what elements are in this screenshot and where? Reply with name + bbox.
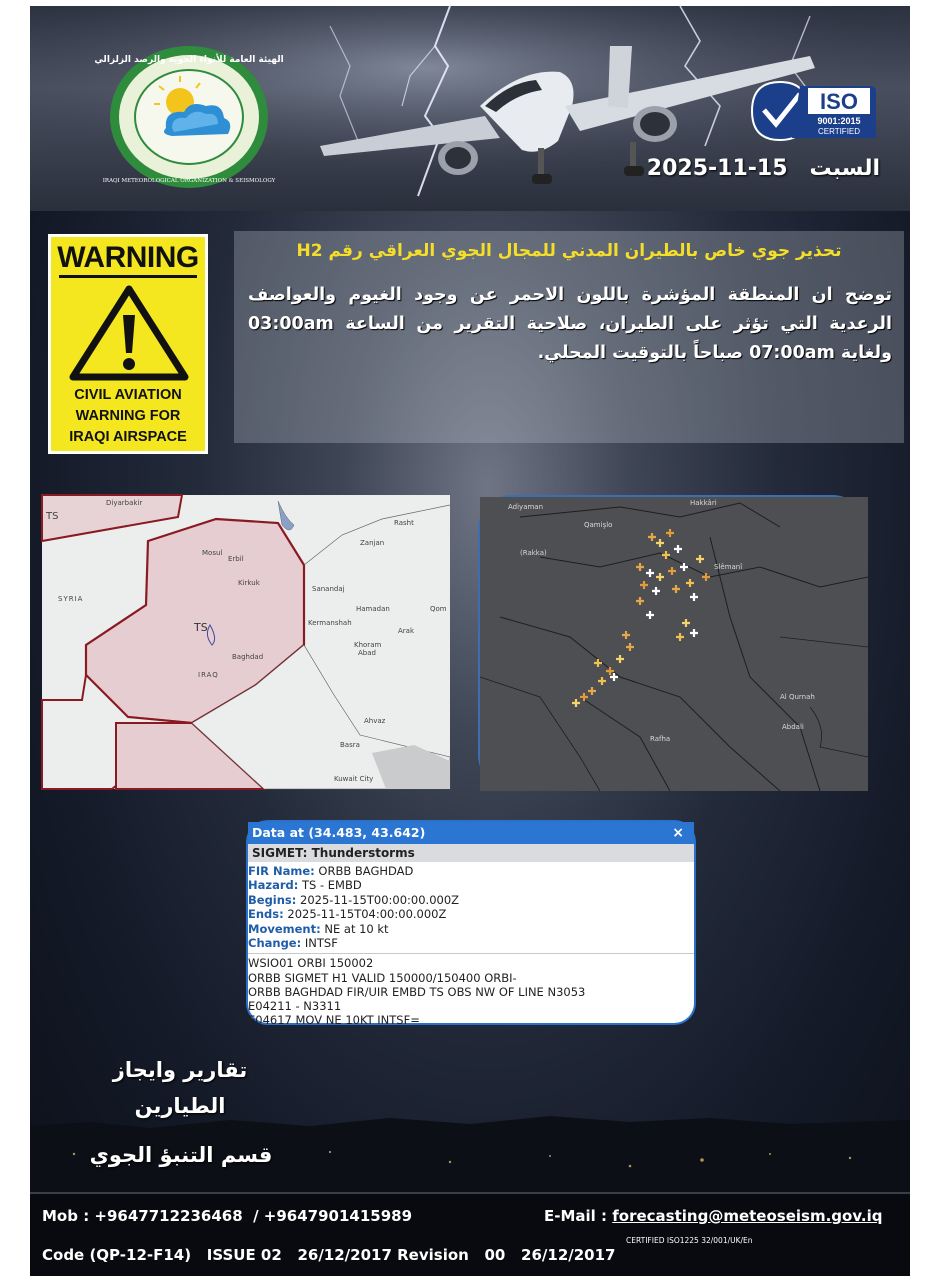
warning-line-2: WARNING FOR <box>75 408 181 424</box>
popup-subtitle: SIGMET: Thunderstorms <box>248 844 694 862</box>
field-label: Begins: <box>248 892 297 907</box>
raw-line: E04211 - N3311 <box>248 999 342 1014</box>
email-label: E-Mail : <box>544 1207 613 1225</box>
map-label-basra: Basra <box>340 741 360 749</box>
field-value: NE at 10 kt <box>324 921 389 936</box>
warning-title: WARNING <box>57 241 199 274</box>
warning-sign <box>48 234 208 454</box>
reports-line-1: تقارير وايجاز <box>112 1058 248 1082</box>
field-begins <box>248 893 694 907</box>
map-label-kermanshah: Kermanshah <box>308 619 352 627</box>
map-label-hamadan: Hamadan <box>356 605 390 613</box>
issue-date-value: 2025-11-15 <box>646 156 788 181</box>
email-line <box>544 1207 882 1225</box>
field-value: 2025-11-15T04:00:00.000Z <box>287 907 447 922</box>
map-label-diyarbakir: Diyarbakir <box>106 499 143 507</box>
map-label-khoram: Khoram <box>354 641 382 649</box>
sigmet-raw-text <box>248 956 694 1027</box>
field-value: ORBB BAGHDAD <box>318 864 414 878</box>
map-label-alqurnah: Al Qurnah <box>780 693 815 701</box>
field-label: Change: <box>248 936 302 951</box>
iso-mark: ISO <box>820 89 858 114</box>
field-label: Hazard: <box>248 878 299 893</box>
alert-title: تحذير جوي خاص بالطيران المدني للمجال الجوي العراقي رقم H2 <box>296 241 842 261</box>
lightning-map-drawing <box>480 497 868 791</box>
document-code: Code (QP-12-F14) ISSUE 02 26/12/2017 Revision 00 26/12/2017 <box>42 1246 616 1264</box>
map-label-raqqa: (Rakka) <box>520 549 547 557</box>
raw-line: WSIO01 ORBI 150002 <box>248 956 374 971</box>
map-label-baghdad: Baghdad <box>232 653 264 661</box>
map-label-rasht: Rasht <box>394 519 414 527</box>
header-banner <box>30 6 910 211</box>
warning-text <box>51 385 205 448</box>
raw-line: E04617 MOV NE 10KT INTSF= <box>248 1013 420 1028</box>
map-label-ts-center: TS <box>194 621 208 634</box>
iso-standard: 9001:2015 <box>817 116 861 126</box>
iso-certified: CERTIFIED <box>817 127 861 136</box>
map-label-ahvaz: Ahvaz <box>364 717 386 725</box>
field-hazard <box>248 878 694 892</box>
pilot-reports-text <box>90 1052 270 1124</box>
bulletin-page <box>30 6 910 1274</box>
map-label-abdali: Abdali <box>782 723 804 731</box>
map-label-iraq: IRAQ <box>198 671 219 679</box>
issue-date <box>647 156 880 181</box>
map-label-ts-top: TS <box>46 511 59 522</box>
alert-body: توضح ان المنطقة المؤشرة باللون الاحمر عن وجود الغيوم والعواصف الرعدية التي تؤثر على الطيران، صلاحية التقرير من الساعة 03:00am ولغاية 07:00am صباحاً بالتوقيت المحلي. <box>248 285 892 363</box>
map-label-adiyaman: Adiyaman <box>508 503 544 511</box>
field-fir <box>248 864 694 878</box>
field-change <box>248 936 694 950</box>
map-label-qamishli: Qamişlo <box>584 521 613 529</box>
map-label-sanandaj: Sanandaj <box>312 585 345 593</box>
popup-title: Data at (34.483, 43.642) <box>252 825 426 840</box>
warning-line-3: IRAQI AIRSPACE <box>69 429 187 445</box>
field-label: Movement: <box>248 921 321 936</box>
reports-line-2: الطيارين <box>134 1094 226 1118</box>
map-label-sleman: Slêmanî <box>714 563 743 571</box>
map-label-syria: SYRIA <box>58 595 84 603</box>
popup-fields <box>248 862 694 950</box>
logo-arabic-text: الهيئة العامة للأنواء الجوية والرصد الزلزالي <box>94 55 284 65</box>
map-label-kirkuk: Kirkuk <box>238 579 260 587</box>
email-link[interactable]: forecasting@meteoseism.gov.iq <box>612 1207 883 1225</box>
map-label-abad: Abad <box>358 649 376 657</box>
exclamation-triangle-icon <box>69 285 189 381</box>
field-value: TS - EMBD <box>302 878 362 893</box>
map-label-erbil: Erbil <box>228 555 244 563</box>
iso-certification-badge <box>748 78 878 144</box>
sigmet-popup[interactable] <box>246 820 696 1028</box>
map-label-arak: Arak <box>398 627 415 635</box>
close-icon[interactable]: × <box>672 825 684 841</box>
mobile-numbers: Mob : +9647712236468 / +9647901415989 <box>42 1207 413 1225</box>
sigmet-map-drawing <box>42 495 450 789</box>
field-value: 2025-11-15T00:00:00.000Z <box>300 892 460 907</box>
logo-english-text: IRAQI METEOROLOGICAL ORGANIZATION & SEISMOLOGY <box>102 178 276 184</box>
map-label-kuwait: Kuwait City <box>334 775 374 783</box>
field-label: FIR Name: <box>248 864 315 878</box>
airplane-image <box>310 46 810 206</box>
warning-line-1: CIVIL AVIATION <box>74 387 182 403</box>
sigmet-area-map <box>42 495 450 789</box>
raw-line: ORBB SIGMET H1 VALID 150000/150400 ORBI- <box>248 970 517 985</box>
field-ends <box>248 907 694 921</box>
raw-line: ORBB BAGHDAD FIR/UIR EMBD TS OBS NW OF LINE N3053 <box>248 984 586 999</box>
forecast-department-text: قسم التنبؤ الجوي <box>89 1143 273 1167</box>
alert-panel <box>234 231 904 443</box>
field-movement <box>248 922 694 936</box>
popup-divider <box>248 953 694 954</box>
map-label-mosul: Mosul <box>202 549 223 557</box>
map-label-qom: Qom <box>430 605 447 613</box>
map-label-zanjan: Zanjan <box>360 539 385 547</box>
footer <box>30 1192 910 1276</box>
warning-divider <box>59 275 197 278</box>
map-label-hakkari: Hakkâri <box>690 499 717 507</box>
meteorology-logo <box>94 44 284 190</box>
field-value: INTSF <box>304 936 338 951</box>
field-label: Ends: <box>248 907 284 922</box>
lightning-observation-map <box>478 495 866 789</box>
popup-header <box>248 822 694 844</box>
certification-number: CERTIFIED ISO1225 32/001/UK/En <box>626 1236 753 1245</box>
map-label-rafha: Rafha <box>650 735 671 743</box>
issue-day: السبت <box>809 156 880 181</box>
